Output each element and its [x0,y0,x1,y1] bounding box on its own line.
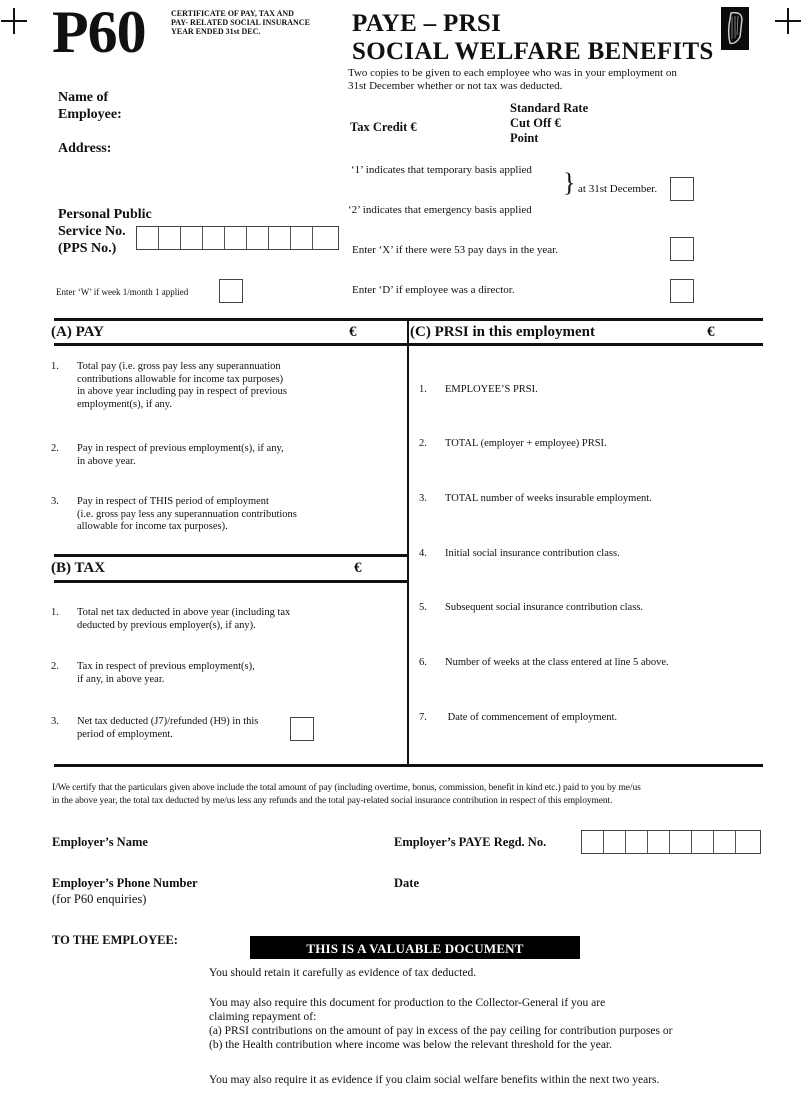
title-line-1: PAYE – PRSI [352,10,502,37]
pps-cell[interactable] [247,227,269,249]
label-line: (PPS No.) [58,241,117,256]
director-checkbox[interactable] [670,279,694,303]
subtitle-line: 31st December whether or not tax was deducted. [348,80,563,92]
paye-cell[interactable] [626,831,648,853]
item-line: Tax in respect of previous employment(s), [77,661,255,672]
item-text [77,661,351,686]
paye-cell[interactable] [582,831,604,853]
harp-icon [721,7,749,50]
item-number: 1. [51,607,59,618]
certificate-line: YEAR ENDED 31st DEC. [171,27,261,36]
item-number: 3. [419,493,427,504]
section-b-item-1 [51,607,351,632]
pay-days-label: Enter ‘X’ if there were 53 pay days in the year. [352,244,558,256]
title-line-2: SOCIAL WELFARE BENEFITS [352,38,714,65]
certification-statement [52,782,782,807]
item-text: Subsequent social insurance contribution class. [445,602,643,613]
pps-cell[interactable] [203,227,225,249]
section-b-item-3-amount[interactable] [330,716,400,742]
item-text [77,716,291,741]
section-c-currency: € [707,324,715,340]
item-line: contributions allowable for income tax purposes) [77,373,284,385]
item-line: allowable for income tax purposes). [77,521,228,532]
notice-paragraph-1: You should retain it carefully as evidence of tax deducted. [209,967,477,979]
item-number: 1. [419,384,427,395]
section-c-item-1 [419,384,719,397]
item-number: 7. [419,712,427,723]
label-line: Service No. [58,224,126,239]
registration-mark-icon [1,8,27,34]
item-text: TOTAL (employer + employee) PRSI. [445,438,607,449]
paye-cell[interactable] [648,831,670,853]
pps-cell[interactable] [269,227,291,249]
section-c-item-2-value[interactable] [680,434,760,456]
section-b-item-2 [51,661,351,686]
week1-label: Enter ‘W’ if week 1/month 1 applied [56,287,189,297]
section-b-item-2-amount[interactable] [330,661,400,687]
employer-name-label: Employer’s Name [52,835,148,849]
section-a-currency: € [349,324,357,340]
label-line: Standard Rate [510,101,589,115]
notice-line: You may also require this document for production to the Collector-General if you are [209,997,606,1009]
pay-days-checkbox[interactable] [670,237,694,261]
item-line: Pay in respect of THIS period of employment [77,496,269,507]
certificate-line: PAY- RELATED SOCIAL INSURANCE [171,18,310,27]
item-number: 3. [51,716,59,727]
section-c-item-5 [419,602,719,615]
item-number: 2. [51,661,59,672]
item-line: employment(s), if any. [77,398,172,410]
tax-deducted-refunded-checkbox[interactable] [290,717,314,741]
divider [54,764,763,767]
item-line: in above year including pay in respect of previous [77,386,287,397]
item-number: 1. [51,361,59,372]
divider [54,580,408,583]
section-c-item-1-value[interactable] [680,380,760,402]
item-text [77,443,351,468]
section-c-item-2 [419,438,719,451]
paye-cell[interactable] [736,831,758,853]
subtitle [348,67,677,93]
item-text: TOTAL number of weeks insurable employment. [445,493,652,504]
employer-paye-label: Employer’s PAYE Regd. No. [394,835,547,849]
notice-line: (b) the Health contribution where income was below the relevant threshold for the year. [209,1039,612,1051]
item-line: deducted by previous employer(s), if any). [77,619,256,631]
item-line: Net tax deducted (J7)/refunded (H9) in this [77,716,259,727]
section-c-title: (C) PRSI in this employment [410,324,596,340]
section-b-item-3 [51,716,291,741]
section-a-title: (A) PAY [51,324,104,340]
item-line: in above year. [77,455,136,467]
date-field[interactable] [430,872,630,894]
pps-cell[interactable] [159,227,181,249]
item-number: 5. [419,602,427,613]
pps-cell[interactable] [137,227,159,249]
pps-cell[interactable] [313,227,335,249]
section-a-item-2 [51,443,351,468]
certification-line: in the above year, the total tax deducted by me/us less any refunds and the total pay-related social insurance contribution in respect of this employment. [52,795,613,806]
paye-cell[interactable] [714,831,736,853]
label-line: Personal Public [58,207,152,222]
week1-checkbox[interactable] [219,279,243,303]
form-code: P60 [52,0,146,65]
item-text [77,607,351,632]
paye-cell[interactable] [604,831,626,853]
brace-icon: } [563,168,576,197]
section-a-item-1 [51,361,351,411]
employer-phone-label: Employer’s Phone Number [52,876,198,890]
section-c-item-6-value[interactable] [700,653,760,675]
employer-phone-sublabel: (for P60 enquiries) [52,892,147,906]
employee-name-label [58,89,122,123]
item-line: period of employment. [77,728,173,740]
item-line: (i.e. gross pay less any superannuation contributions [77,508,297,520]
valuable-document-banner: THIS IS A VALUABLE DOCUMENT [250,936,580,959]
notice-line: (a) PRSI contributions on the amount of pay in excess of the pay ceiling for contribution purposes or [209,1025,673,1037]
basis-suffix-label: at 31st December. [578,183,658,195]
notice-paragraph-2 [209,996,672,1052]
employee-notice-heading: TO THE EMPLOYEE: [52,933,178,947]
section-a-item-1-amount[interactable] [330,361,400,411]
label-line: Cut Off € [510,116,561,130]
certificate-line: CERTIFICATE OF PAY, TAX AND [171,9,294,18]
employer-paye-number-input[interactable] [581,830,761,854]
certification-line: I/We certify that the particulars given above include the total amount of pay (including overtime, bonus, commission, benefit in kind etc.) paid to you by me/us [52,783,641,793]
pps-cell[interactable] [181,227,203,249]
page-title [352,10,714,66]
tax-credit-label: Tax Credit € [350,120,417,134]
director-label: Enter ‘D’ if employee was a director. [352,284,515,296]
item-line: Total net tax deducted in above year (including tax [77,607,291,618]
subtitle-line: Two copies to be given to each employee who was in your employment on [348,67,677,79]
section-c-item-6 [419,657,719,670]
section-c-item-3-value[interactable] [690,489,760,511]
basis-1-label: ‘1’ indicates that temporary basis applied [351,164,532,176]
label-line: Name of [58,90,109,105]
item-line: if any, in above year. [77,673,165,685]
column-divider [407,318,409,765]
section-c-item-4-value[interactable] [690,544,760,566]
address-field[interactable] [150,140,330,200]
item-line: Pay in respect of previous employment(s), if any, [77,443,284,454]
pps-number-input[interactable] [136,226,339,250]
basis-2-label: ‘2’ indicates that emergency basis applied [348,204,532,216]
basis-checkbox[interactable] [670,177,694,201]
section-a-item-2-amount[interactable] [330,443,400,469]
employer-name-field[interactable] [170,830,380,852]
label-line: Point [510,131,539,145]
employer-phone-field[interactable] [230,872,380,894]
section-c-item-5-value[interactable] [690,598,760,620]
item-number: 6. [419,657,427,668]
label-line: Employee: [58,107,122,122]
tax-credit-field[interactable] [425,115,505,137]
section-a-item-3-amount[interactable] [330,496,400,534]
notice-line: claiming repayment of: [209,1011,317,1023]
item-line: Total pay (i.e. gross pay less any superannuation [77,361,281,372]
item-text [77,361,351,411]
address-label: Address: [58,141,112,156]
section-c-item-7-value[interactable] [690,708,760,730]
pps-cell[interactable] [291,227,313,249]
cutoff-point-field[interactable] [575,115,725,137]
item-number: 2. [51,443,59,454]
certificate-heading [171,9,310,36]
item-number: 3. [51,496,59,507]
section-a-item-3 [51,496,351,534]
item-text: Initial social insurance contribution class. [445,548,620,559]
item-text [77,496,351,534]
item-number: 4. [419,548,427,559]
section-c-item-3 [419,493,719,506]
employee-name-field[interactable] [150,100,330,120]
pps-cell[interactable] [225,227,247,249]
notice-paragraph-3: You may also require it as evidence if you claim social welfare benefits within the next two years. [209,1074,660,1086]
item-text: EMPLOYEE’S PRSI. [445,384,538,395]
section-b-title: (B) TAX [51,560,106,576]
date-label: Date [394,876,419,890]
item-number: 2. [419,438,427,449]
paye-cell[interactable] [670,831,692,853]
section-c-item-4 [419,548,719,561]
section-b-currency: € [354,560,362,576]
section-b-item-1-amount[interactable] [330,607,400,633]
section-c-item-7 [419,712,719,725]
item-text: Date of commencement of employment. [445,712,618,723]
registration-mark-icon [775,8,801,34]
item-text: Number of weeks at the class entered at line 5 above. [445,657,669,668]
paye-cell[interactable] [692,831,714,853]
divider [54,554,408,557]
